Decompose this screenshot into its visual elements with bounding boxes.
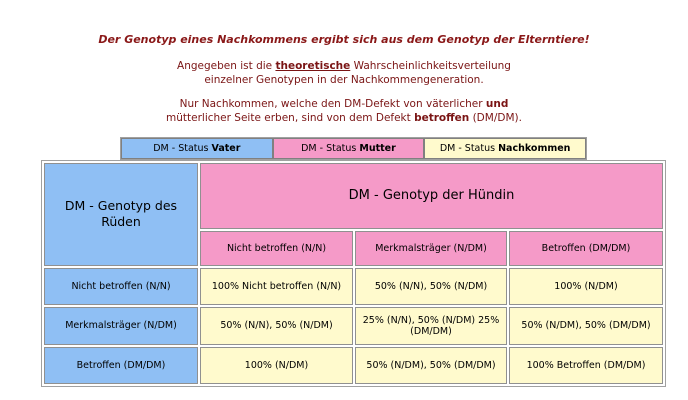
result-cell: 100% Nicht betroffen (N/N) bbox=[200, 268, 353, 305]
intro-paragraph-1 bbox=[0, 60, 688, 87]
table-row bbox=[44, 268, 663, 305]
huendin-header: DM - Genotyp der Hündin bbox=[200, 163, 663, 229]
column-header: Merkmalsträger (N/DM) bbox=[355, 231, 507, 266]
legend-prefix: DM - Status bbox=[301, 143, 360, 154]
legend-label: Nachkommen bbox=[498, 143, 571, 154]
genotype-table bbox=[41, 160, 666, 387]
legend-prefix: DM - Status bbox=[153, 143, 212, 154]
intro-emphasis: theoretische bbox=[275, 60, 351, 72]
intro-emphasis: und bbox=[485, 98, 509, 110]
rueden-header: DM - Genotyp des Rüden bbox=[44, 163, 198, 266]
row-header: Nicht betroffen (N/N) bbox=[44, 268, 198, 305]
result-cell: 50% (N/N), 50% (N/DM) bbox=[355, 268, 507, 305]
legend-vater bbox=[121, 138, 273, 159]
result-cell: 100% Betroffen (DM/DM) bbox=[509, 347, 663, 384]
result-cell: 25% (N/N), 50% (N/DM) 25% (DM/DM) bbox=[355, 307, 507, 345]
column-header: Nicht betroffen (N/N) bbox=[200, 231, 353, 266]
legend-nachkommen bbox=[424, 138, 586, 159]
intro-paragraph-2 bbox=[0, 98, 688, 125]
table-row bbox=[44, 347, 663, 384]
column-header: Betroffen (DM/DM) bbox=[509, 231, 663, 266]
legend-label: Mutter bbox=[359, 143, 396, 154]
legend-prefix: DM - Status bbox=[439, 143, 499, 154]
intro-text: Wahrscheinlichkeitsverteilung bbox=[350, 60, 511, 72]
result-cell: 50% (N/DM), 50% (DM/DM) bbox=[355, 347, 507, 384]
row-header: Betroffen (DM/DM) bbox=[44, 347, 198, 384]
result-cell: 100% (N/DM) bbox=[200, 347, 353, 384]
intro-text: einzelner Genotypen in der Nachkommengeneration. bbox=[204, 73, 484, 86]
color-legend bbox=[120, 137, 587, 160]
page-headline: Der Genotyp eines Nachkommens ergibt sich aus dem Genotyp der Elterntiere! bbox=[98, 33, 590, 46]
row-header: Merkmalsträger (N/DM) bbox=[44, 307, 198, 345]
intro-emphasis: betroffen bbox=[414, 111, 470, 124]
intro-text: mütterlicher Seite erben, sind von dem Defekt bbox=[166, 111, 415, 124]
legend-label: Vater bbox=[211, 143, 241, 154]
intro-text: (DM/DM). bbox=[469, 111, 522, 124]
intro-text: Angegeben ist die bbox=[177, 60, 276, 72]
legend-mutter bbox=[273, 138, 425, 159]
result-cell: 50% (N/DM), 50% (DM/DM) bbox=[509, 307, 663, 345]
table-row bbox=[44, 307, 663, 345]
result-cell: 50% (N/N), 50% (N/DM) bbox=[200, 307, 353, 345]
intro-text: Nur Nachkommen, welche den DM-Defekt von väterlicher bbox=[179, 98, 486, 110]
result-cell: 100% (N/DM) bbox=[509, 268, 663, 305]
